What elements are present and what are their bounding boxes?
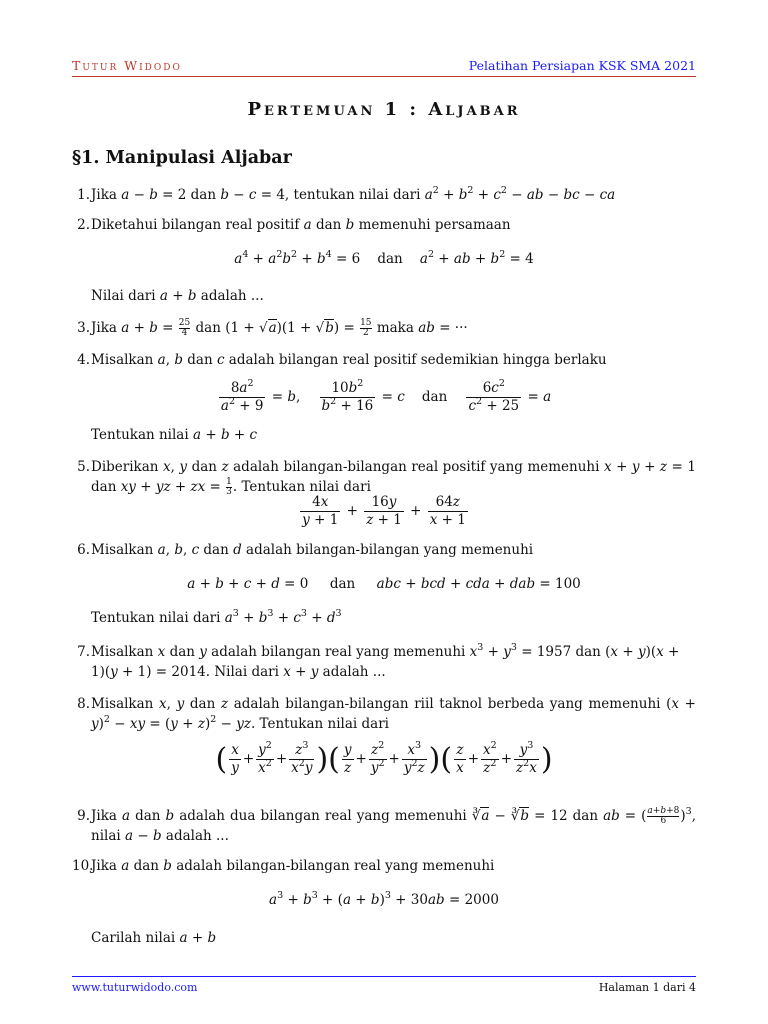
footer-page-number: Halaman 1 dari 4	[598, 981, 696, 994]
problem-3	[72, 318, 696, 338]
problem-10	[72, 856, 696, 876]
page-title: Pertemuan 1 : Aljabar	[247, 99, 521, 120]
problem-text: Misalkan x, y dan z adalah bilangan-bilangan riil taknol berbeda yang memenuhi $(x + y)^2$ − xy = $(y + z)^2$ − yz. Tentukan nilai dari	[91, 696, 696, 732]
problem-text: Diberikan x, y dan z adalah bilangan-bilangan real positif yang memenuhi x + y + z = 1 dan xy + yz + zx = $\frac{1}{3}$ . Tentukan nilai dari	[91, 459, 696, 497]
problem-number: 2.	[77, 217, 90, 233]
footer-website-link[interactable]: www.tuturwidodo.com	[72, 981, 198, 994]
problem-6	[72, 540, 696, 560]
problem-2	[72, 215, 696, 235]
problem-number: 1.	[77, 187, 90, 203]
header-course: Pelatihan Persiapan KSK SMA 2021	[468, 58, 696, 73]
problem-number: 5.	[77, 459, 90, 475]
problem-text: Jika a dan b adalah dua bilangan real yang memenuhi ∛a − ∛b = 12 dan ab = ( $\frac{a+b+8}{6}$ )$^3$, nilai a − b adalah ...	[91, 806, 697, 844]
problem-number: 6.	[77, 542, 90, 558]
problem-7	[72, 642, 696, 682]
problem-4-equation: $\frac{8a^2}{a^2 + 9}$ = b, $\frac{10b^2}{b^2 + 16}$ = c dan $\frac{6c^2}{c^2 + 25}$ = a	[220, 378, 552, 414]
problem-9	[72, 806, 696, 846]
problem-number: 10.	[72, 858, 94, 874]
problem-4-question: Tentukan nilai a + b + c	[91, 427, 258, 443]
problem-number: 3.	[77, 320, 90, 336]
problem-2-question: Nilai dari a + b adalah ...	[91, 288, 264, 304]
page-footer	[72, 976, 696, 994]
problem-10-question: Carilah nilai a + b	[91, 930, 217, 946]
problem-2-equation: $a^4 + a^2b^2 + b^4 = 6$ dan $a^2$ + ab + $b^2 = 4$	[234, 249, 534, 267]
header-author: Tutur Widodo	[72, 58, 182, 73]
problem-text: Misalkan a, b dan c adalah bilangan real positif sedemikian hingga berlaku	[91, 352, 607, 368]
problem-text: Misalkan x dan y adalah bilangan real yang memenuhi $x^3 + y^3 = 1957$ dan (x + y)(x + 1)(y + 1) = 2014. Nilai dari x + y adalah ...	[91, 642, 680, 680]
problem-text: Jika a + b = $\frac{25}{4}$ dan (1 + √a)(1 + √b) = $\frac{15}{2}$ maka ab = ···	[91, 318, 468, 338]
problem-1	[72, 185, 696, 205]
page-header	[72, 58, 696, 77]
problem-6-question: Tentukan nilai dari $a^3 + b^3 + c^3 + d^3$	[91, 608, 342, 626]
problem-5	[72, 457, 696, 497]
problem-5-expression: $\frac{4x}{y + 1}$ + $\frac{16y}{z + 1}$ + $\frac{64z}{x + 1}$	[302, 494, 466, 528]
problem-4	[72, 350, 696, 370]
problem-8	[72, 694, 696, 734]
problem-text: Diketahui bilangan real positif a dan b memenuhi persamaan	[91, 217, 511, 233]
problem-text: Jika a − b = 2 dan b − c = 4, tentukan nilai dari $a^2 + b^2 + c^2$ − ab − bc − ca	[91, 185, 616, 203]
problem-number: 7.	[77, 644, 90, 660]
problem-8-expression: ( $\frac{x}{y}$ + $\frac{y^2}{x^2}$ + $\frac{z^3}{x^2y}$ )( $\frac{y}{z}$ + $\frac{z^2}{y^2}$ + $\frac{x^3}{y^2z}$ )( $\frac{z}{x}$ + $\frac{x^2}{z^2}$ + $\frac{y^3}{z^2x}$ )	[215, 740, 553, 777]
section-heading: §1. Manipulasi Aljabar	[72, 148, 292, 168]
problem-6-equation: a + b + c + d = 0 dan abc + bcd + cda + dab = 100	[187, 576, 581, 592]
problem-number: 4.	[77, 352, 90, 368]
problem-text: Jika a dan b adalah bilangan-bilangan real yang memenuhi	[91, 858, 495, 874]
problem-number: 9.	[77, 808, 90, 824]
problem-text: Misalkan a, b, c dan d adalah bilangan-bilangan yang memenuhi	[91, 542, 534, 558]
problem-10-equation: $a^3 + b^3 + (a + b)^3 + 30ab = 2000$	[269, 890, 499, 908]
problem-number: 8.	[77, 696, 90, 712]
